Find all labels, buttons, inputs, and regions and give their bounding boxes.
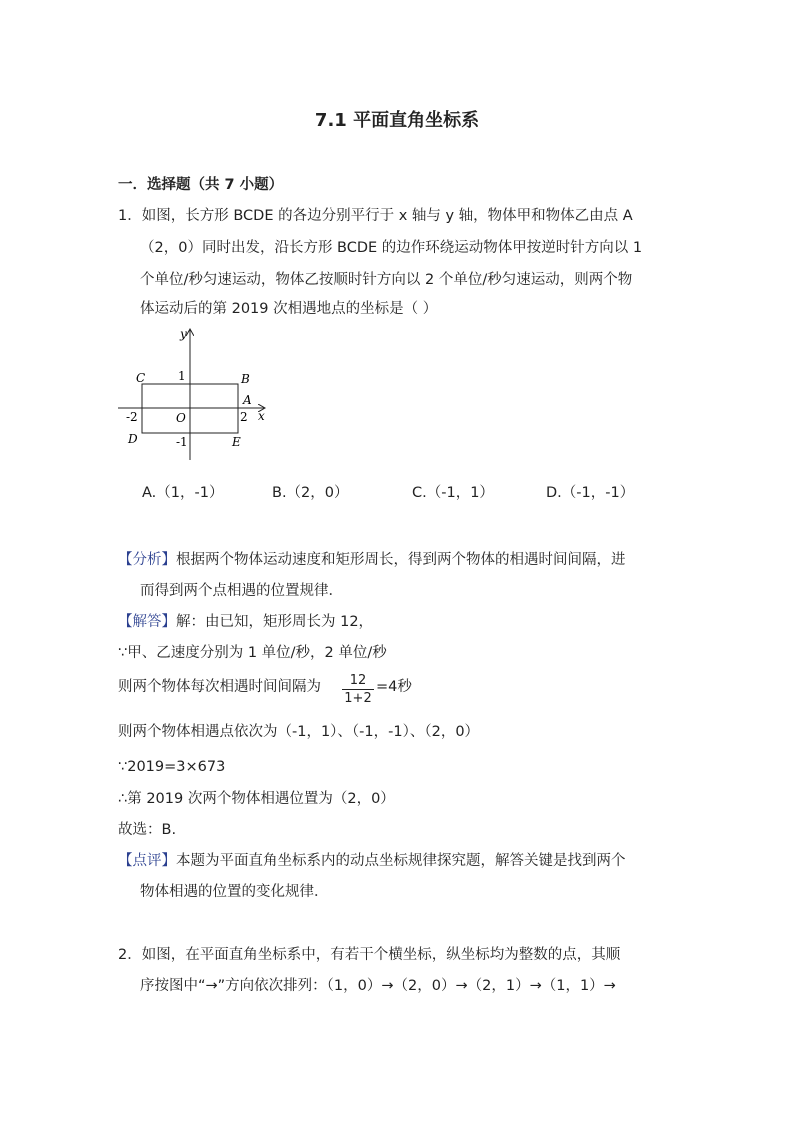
option-d: D.（-1，-1）	[546, 485, 635, 501]
answer-line-4: ∵2019=3×673	[118, 759, 226, 775]
comment-tag: 【点评】	[118, 853, 176, 869]
comment-line-2: 物体相遇的位置的变化规律．	[140, 884, 329, 900]
origin-label: O	[176, 411, 186, 425]
tick-neg-2: -2	[126, 410, 138, 424]
comment-line-1	[118, 851, 626, 871]
page-title: 7.1 平面直角坐标系	[314, 110, 480, 131]
tick-1: 1	[178, 369, 186, 383]
interval-prefix: 则两个物体每次相遇时间间隔为	[118, 679, 321, 695]
answer-line-1	[118, 612, 373, 632]
y-axis-label: y	[180, 327, 187, 341]
fraction-numerator: 12	[349, 673, 367, 688]
interval-fraction	[342, 672, 374, 707]
answer-text-1: 解：由已知，矩形周长为 12，	[176, 614, 374, 630]
option-a: A.（1，-1）	[142, 485, 224, 501]
point-e-label: E	[232, 435, 241, 449]
coordinate-figure	[110, 324, 280, 464]
q1-line-3: 个单位/秒匀速运动，物体乙按顺时针方向以 2 个单位/秒匀速运动，则两个物	[140, 272, 633, 288]
q1-line-1: 1．如图，长方形 BCDE 的各边分别平行于 x 轴与 y 轴，物体甲和物体乙由点 A	[118, 208, 633, 224]
q1-line-4: 体运动后的第 2019 次相遇地点的坐标是（ ）	[140, 301, 438, 317]
interval-suffix: =4秒	[376, 679, 412, 695]
answer-line-3: 则两个物体相遇点依次为（-1，1）、（-1，-1）、（2，0）	[118, 724, 480, 740]
analysis-line-2: 而得到两个点相遇的位置规律．	[140, 583, 343, 599]
fraction-denominator: 1+2	[344, 691, 372, 706]
point-b-label: B	[241, 372, 250, 386]
option-c: C.（-1，1）	[412, 485, 494, 501]
q2-line-1: 2．如图，在平面直角坐标系中，有若干个横坐标，纵坐标均为整数的点，其顺	[118, 947, 621, 963]
answer-tag: 【解答】	[118, 614, 176, 630]
answer-line-2: ∵甲、乙速度分别为 1 单位/秒，2 单位/秒	[118, 645, 387, 661]
x-axis-label: x	[258, 409, 265, 423]
q2-line-2: 序按图中“→”方向依次排列：（1，0）→（2，0）→（2，1）→（1，1）→	[140, 978, 616, 994]
section-heading: 一．选择题（共 7 小题）	[118, 177, 284, 193]
point-d-label: D	[128, 432, 138, 446]
point-c-label: C	[136, 371, 146, 385]
q1-line-2: （2，0）同时出发，沿长方形 BCDE 的边作环绕运动物体甲按逆时针方向以 1	[140, 240, 643, 256]
answer-line-6: 故选：B.	[118, 822, 177, 838]
tick-neg-1: -1	[176, 435, 188, 449]
answer-line-5: ∴第 2019 次两个物体相遇位置为（2，0）	[118, 791, 395, 807]
point-a-label: A	[243, 393, 252, 407]
analysis-text-1: 根据两个物体运动速度和矩形周长，得到两个物体的相遇时间间隔，进	[176, 552, 626, 568]
comment-text-1: 本题为平面直角坐标系内的动点坐标规律探究题，解答关键是找到两个	[176, 853, 626, 869]
analysis-tag: 【分析】	[118, 552, 176, 568]
option-b: B.（2，0）	[272, 485, 349, 501]
analysis-line-1	[118, 550, 626, 570]
tick-2: 2	[240, 410, 248, 424]
